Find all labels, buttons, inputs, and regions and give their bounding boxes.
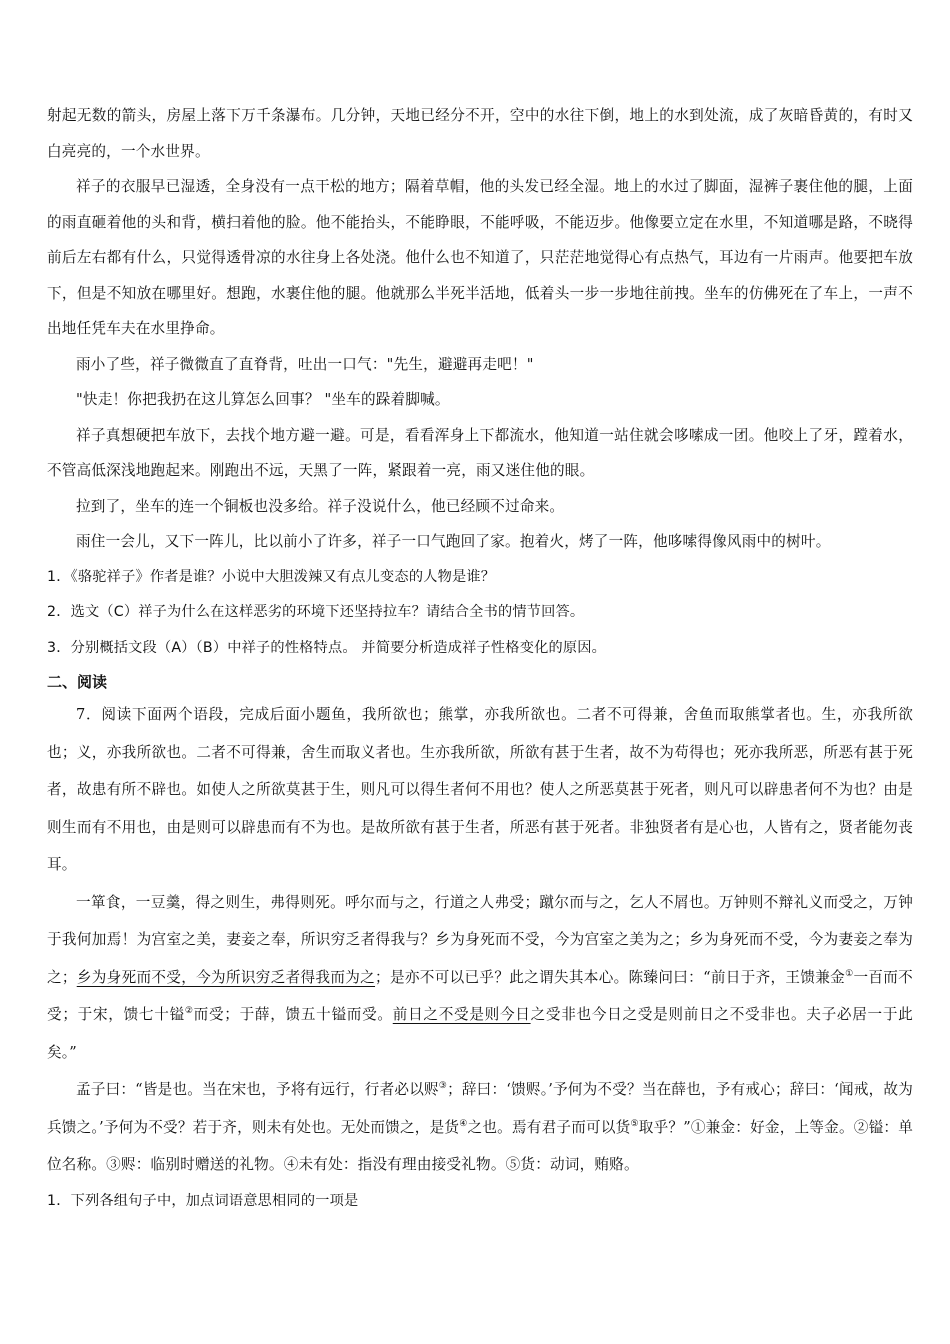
passage-paragraph: 雨小了些，祥子微微直了直脊背，吐出一口气："先生，避避再走吧！" [76, 355, 534, 373]
reading-paragraph-3 [47, 1071, 913, 1184]
text-run: 而受；于薛，馈五十镒而受。 [193, 1006, 393, 1023]
passage-paragraph: 射起无数的箭头，房屋上落下万千条瀑布。几分钟，天地已经分不开，空中的水往下倒，地上的水到处流，成了灰暗昏黄的，有时又白亮亮的，一个水世界。 [47, 107, 913, 160]
text-run: 之也。焉有君子而可以货 [467, 1118, 631, 1136]
text-run: ；是亦不可以已乎？此之谓失其本心。陈臻问曰：“前日于齐，王馈兼金 [375, 968, 846, 986]
reading-paragraph-2 [47, 884, 913, 1072]
text-run: 之受非也今日之受是则前日之不受非也。夫子必居一于此矣。” [47, 1006, 913, 1061]
passage-paragraph: "快走！你把我扔在这儿算怎么回事？ "坐车的跺着脚喊。 [76, 391, 450, 408]
footnote-marker: ④ [459, 1118, 468, 1129]
underlined-sentence: 前日之不受是则今日 [392, 1006, 531, 1023]
footnote-marker: ① [845, 968, 854, 979]
section-heading: 二、阅读 [47, 673, 108, 691]
footnote-marker: ③ [438, 1081, 448, 1092]
question-1: 1．《骆驼祥子》作者是谁？小说中大胆泼辣又有点儿变态的人物是谁？ [47, 568, 496, 585]
document-page [47, 98, 913, 1219]
question-last: 1．下列各组句子中，加点词语意思相同的一项是 [47, 1192, 359, 1209]
text-run: ；辞曰：‘馈赆。’予何为不受？当在薛也，予有戒心；辞曰：‘闻戒，故为兵馈之。’予何为不受？若于齐，则未有处也。无处而馈之，是货 [47, 1081, 914, 1136]
footnote-marker: ⑤ [630, 1118, 639, 1129]
passage-paragraph: 祥子的衣服早已湿透，全身没有一点干松的地方；隔着草帽，他的头发已经全湿。地上的水过了脚面，湿裤子裹住他的腿，上面的雨直砸着他的头和背，横扫着他的脸。他不能抬头，不能睁眼，不能呼吸，不能迈步。他像要立定在水里，不知道哪是路，不晓得前后左右都有什么，只觉得透骨凉的水往身上各处浇。他什么也不知道了，只茫茫地觉得心有点热气，耳边有一片雨声。他要把车放下，但是不知放在哪里好。想跑，水裹住他的腿。他就那么半死半活地，低着头一步一步地往前拽。坐车的仿佛死在了车上，一声不出地任凭车夫在水里挣命。 [47, 178, 913, 337]
text-run: 一箪食，一豆羹，得之则生，弗得则死。呼尔而与之，行道之人弗受；蹴尔而与之，乞人不屑也。万钟则不辩礼义而受之，万钟于我何加焉！为宫室之美，妻妾之奉，所识穷乏者得我与？乡为身死而不受，今为宫室之美为之；乡为身死而不受，今为妻妾之奉为之； [47, 893, 913, 986]
passage-paragraph: 拉到了，坐车的连一个铜板也没多给。祥子没说什么，他已经顾不过命来。 [76, 497, 565, 515]
question-3: 3．分别概括文段（A）（B）中祥子的性格特点。 并简要分析造成祥子性格变化的原因。 [47, 639, 607, 656]
text-run: 一百而不受；于宋，馈七十镒 [47, 968, 913, 1023]
footnote-marker: ② [184, 1006, 194, 1017]
underlined-sentence: 乡为身死而不受，今为所识穷乏者得我而为之 [76, 968, 376, 986]
question-2: 2．选文（C）祥子为什么在这样恶劣的环境下还坚持拉车？请结合全书的情节回答。 [47, 604, 585, 620]
text-run: 取乎？”①兼金：好金，上等金。②镒：单位名称。③赆：临别时赠送的礼物。④未有处：指没有理由接受礼物。⑤货：动词，贿赂。 [47, 1118, 914, 1173]
passage-paragraph: 祥子真想硬把车放下，去找个地方避一避。可是，看看浑身上下都流水，他知道一站住就会哆嗦成一团。他咬上了牙，蹚着水，不管高低深浅地跑起来。刚跑出不远，天黑了一阵，紧跟着一亮，雨又迷住他的眼。 [47, 426, 913, 479]
passage-paragraph: 雨住一会儿，又下一阵儿，比以前小了许多，祥子一口气跑回了家。抱着火，烤了一阵，他哆嗦得像风雨中的树叶。 [76, 533, 831, 550]
text-run: 孟子曰：“皆是也。当在宋也，予将有远行，行者必以赆 [76, 1081, 439, 1098]
reading-intro: 7．阅读下面两个语段，完成后面小题鱼，我所欲也；熊掌，亦我所欲也。二者不可得兼，舍鱼而取熊掌者也。生，亦我所欲也；义，亦我所欲也。二者不可得兼，舍生而取义者也。生亦我所欲，所欲有甚于生者，故不为苟得也；死亦我所恶，所恶有甚于死者，故患有所不辟也。如使人之所欲莫甚于生，则凡可以得生者何不用也？使人之所恶莫甚于死者，则凡可以辟患者何不为也？由是则生而有不用也，由是则可以辟患而有不为也。是故所欲有甚于生者，所恶有甚于死者。非独贤者有是心也，人皆有之，贤者能勿丧耳。 [47, 706, 913, 873]
